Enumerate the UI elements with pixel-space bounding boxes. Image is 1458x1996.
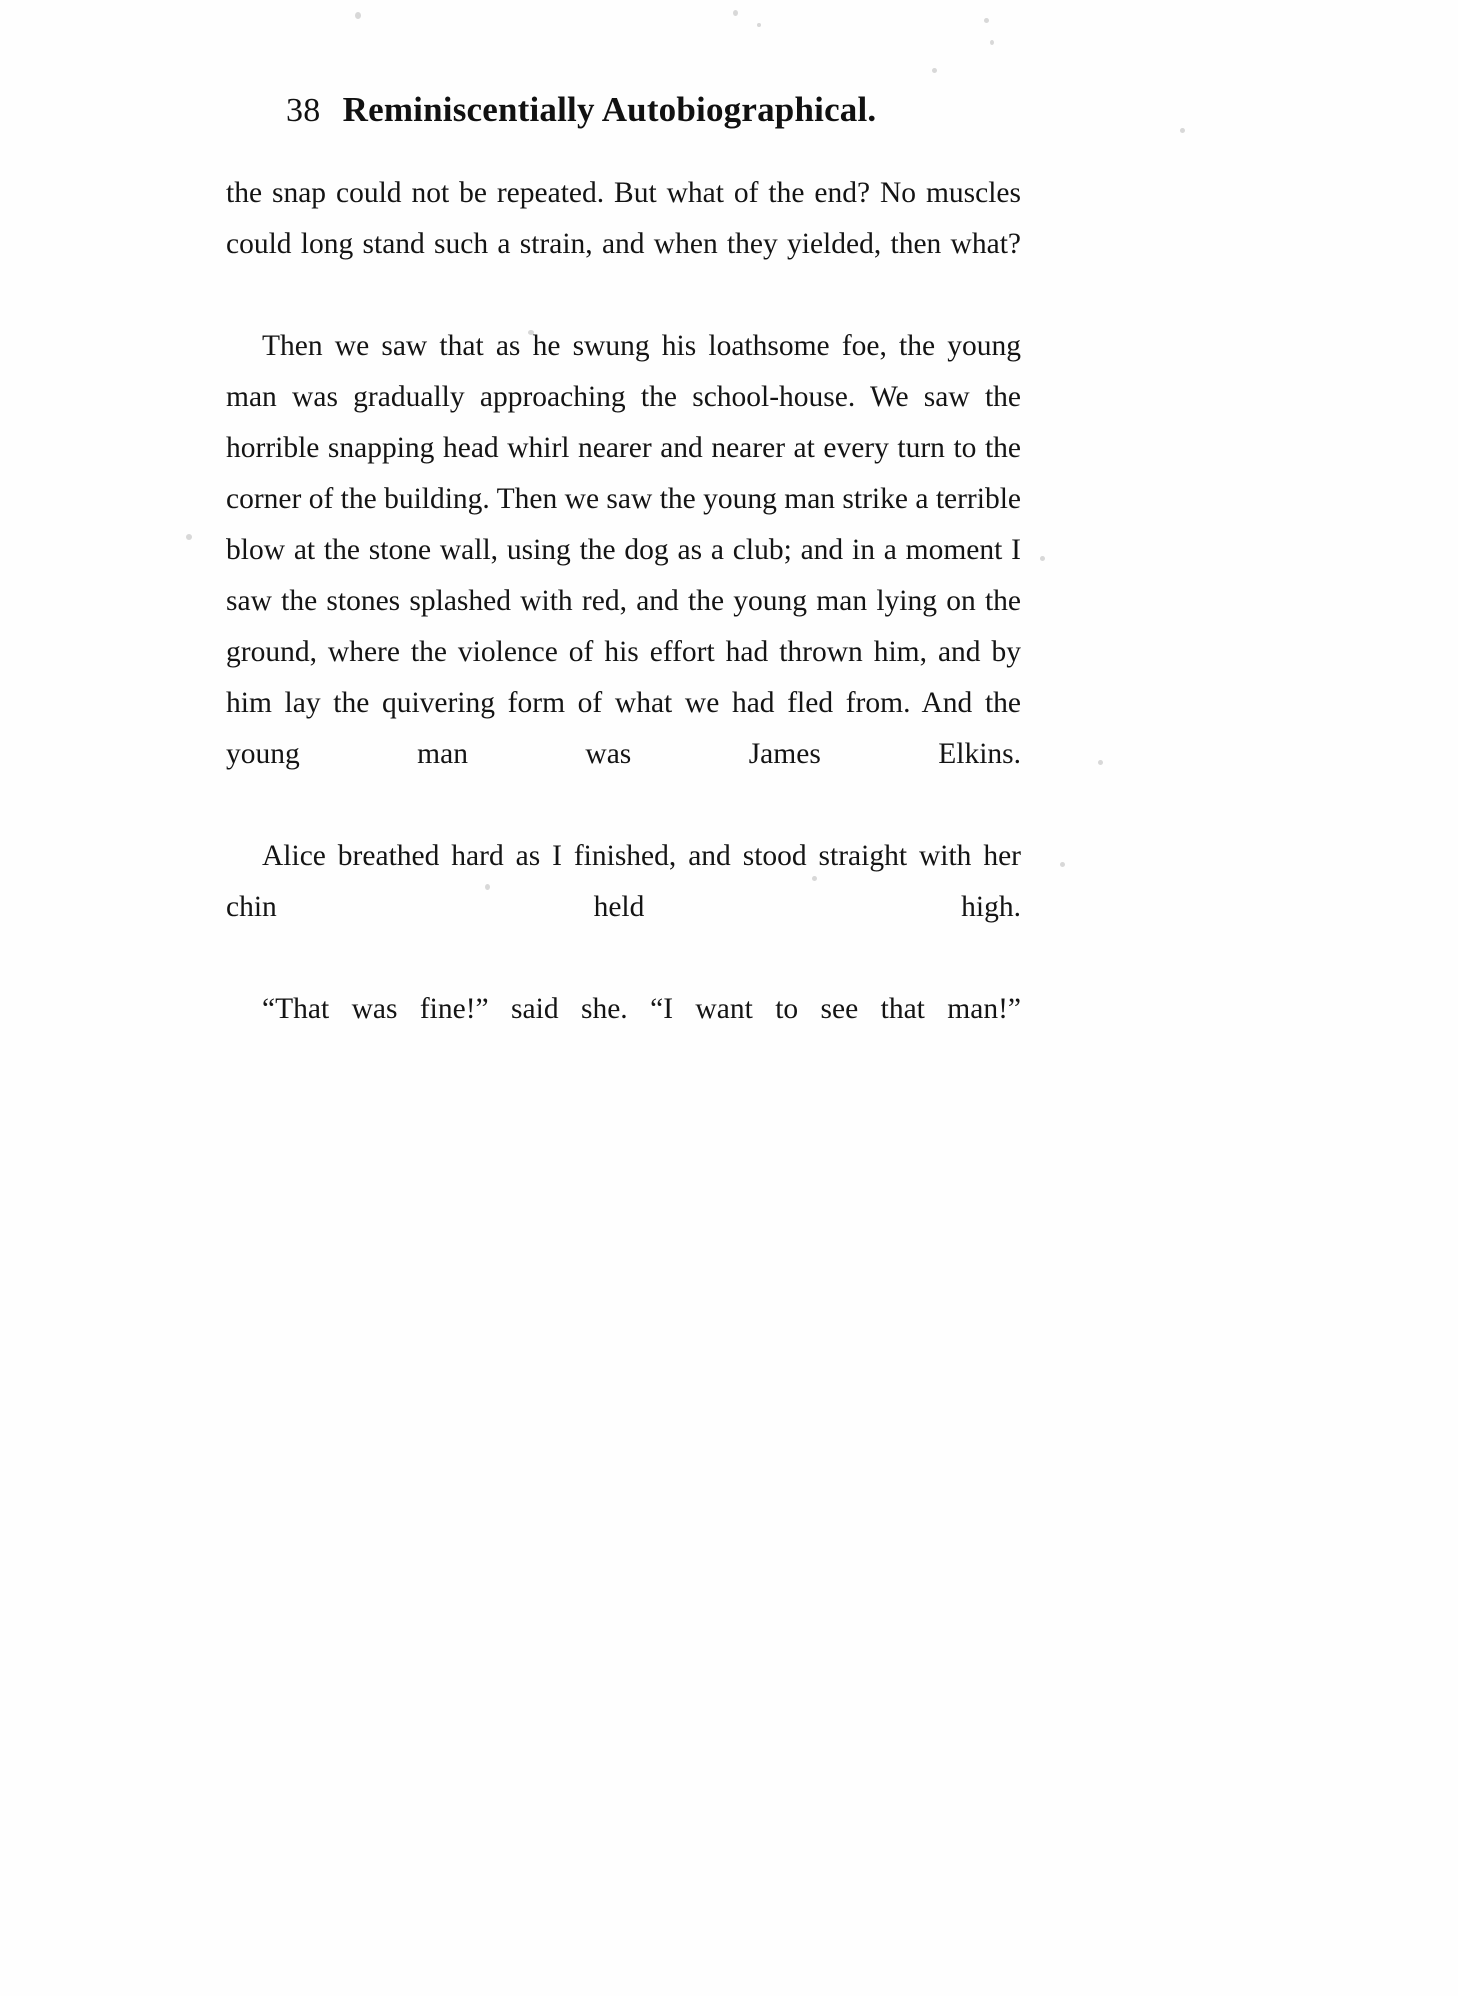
- paragraph: Alice breathed hard as I finished, and stood straight with her chin held high.: [226, 840, 1021, 923]
- scan-speck: [1060, 862, 1065, 867]
- scan-speck: [990, 40, 994, 45]
- scan-speck: [1098, 760, 1103, 765]
- paragraph: Then we saw that as he swung his loathsome foe, the young man was gradually approaching the school-house. We saw the horrible snapping head whirl nearer and nearer at every turn to the corner of the building. Then we saw the young man strike a terrible blow at the stone wall, using the dog as a club; and in a moment I saw the stones splashed with red, and the young man lying on the ground, where the violence of his effort had thrown him, and by him lay the quivering form of what we had fled from. And the young man was James Elkins.: [226, 330, 1021, 770]
- scan-speck: [186, 534, 192, 540]
- paragraph: “That was fine!” said she. “I want to see that man!”: [262, 993, 1021, 1025]
- running-head-title: Reminiscentially Autobiographical.: [342, 90, 877, 129]
- scan-speck: [932, 68, 937, 73]
- scan-speck: [1040, 556, 1045, 561]
- paragraph: the snap could not be repeated. But what of the end? No muscles could long stand such a strain, and when they yielded, then what?: [226, 177, 1021, 260]
- scan-speck: [355, 12, 361, 19]
- scan-speck: [757, 23, 761, 27]
- page-body: [226, 168, 1021, 1086]
- page-number: 38: [286, 92, 321, 129]
- scan-speck: [733, 10, 738, 16]
- running-header: [286, 88, 1186, 130]
- scan-speck: [984, 18, 989, 23]
